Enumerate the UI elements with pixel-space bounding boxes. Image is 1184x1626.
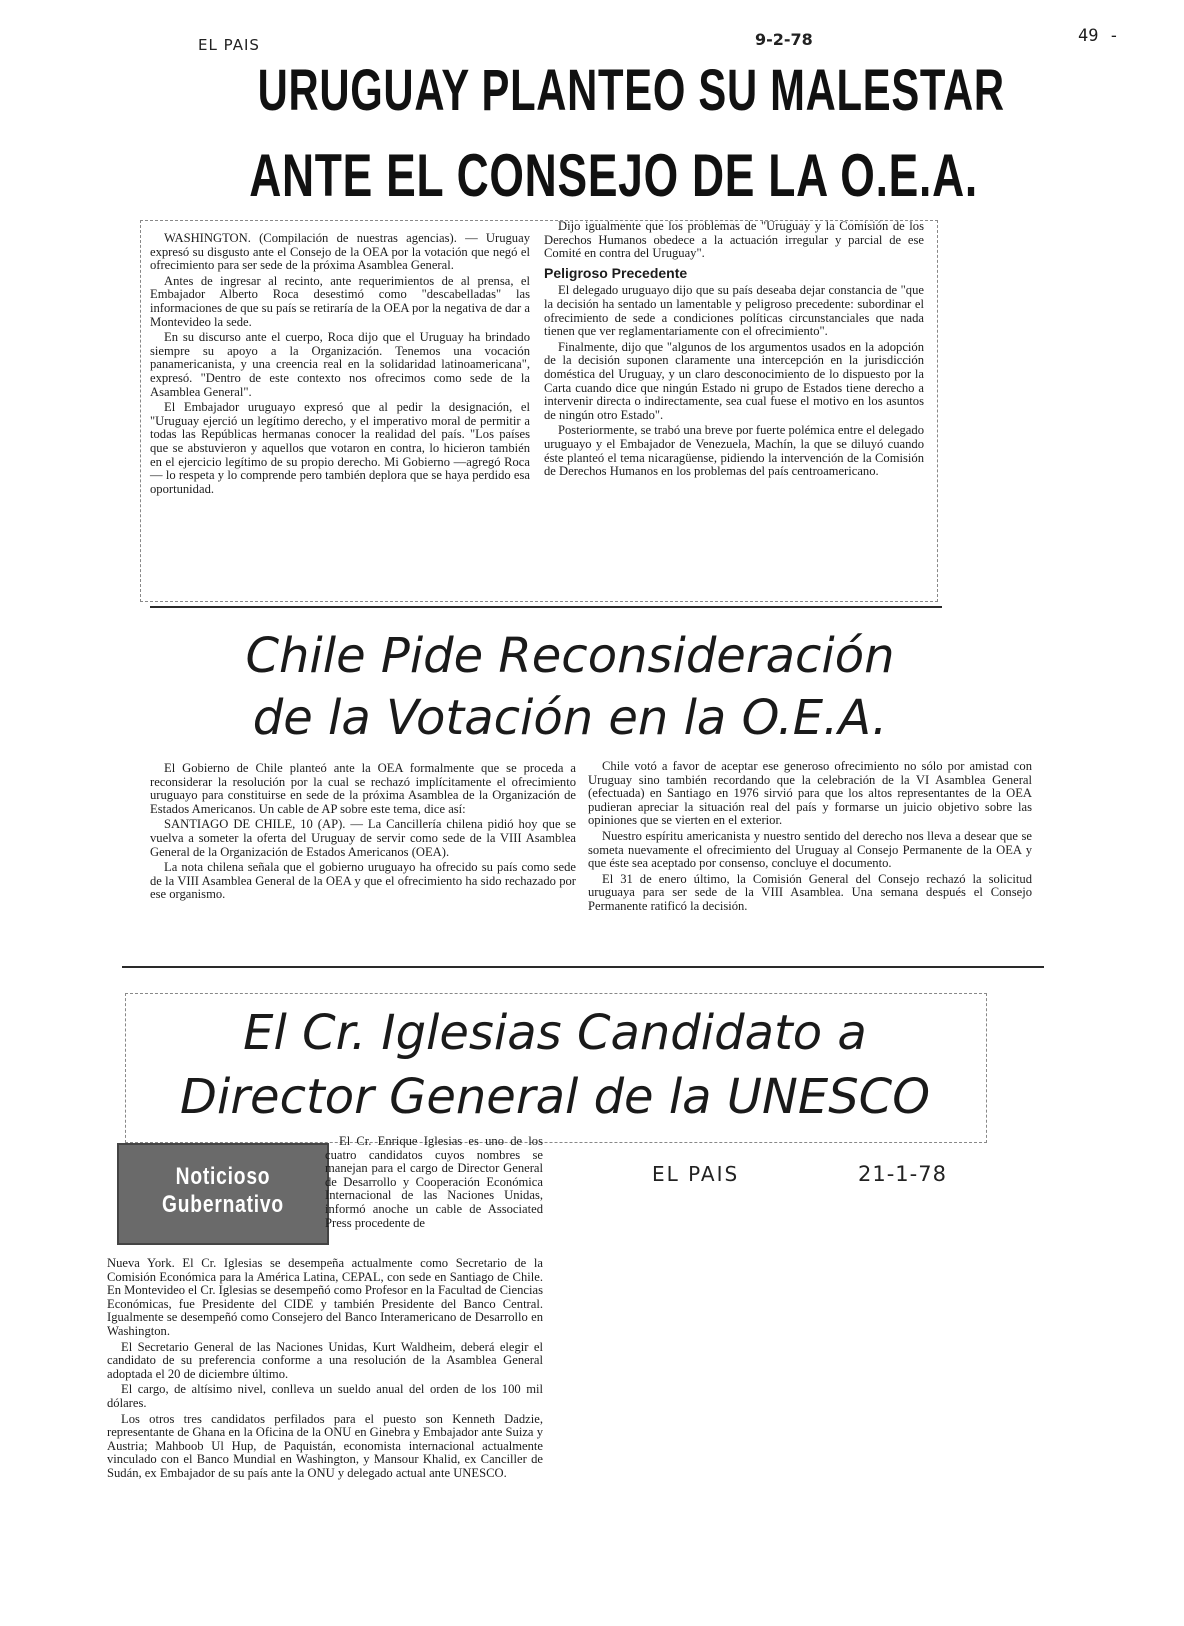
headline-uruguay-line1: URUGUAY PLANTEO SU MALESTAR (257, 58, 1005, 123)
page-number: 49 - (1078, 26, 1119, 46)
headline-chile-line1: Chile Pide Reconsideración (245, 628, 895, 684)
paragraph: El Gobierno de Chile planteó ante la OEA formalmente que se proceda a reconsiderar la resolución por la cual se rechazó implícitamente el ofrecimiento uruguayo para constituirse en sede de la próxima Asamblea de la Organización de Estados Americanos. Un cable de AP sobre este tema, dice así: (150, 761, 576, 816)
paragraph: Posteriormente, se trabó una breve por fuerte polémica entre el delegado uruguayo y el Embajador de Venezuela, Machín, la que se diluyó cuando éste planteó el tema nicaragüense, pidiendo la intervención de la Comisión de Derechos Humanos en los problemas del país centroamericano. (544, 423, 924, 479)
article-chile (140, 615, 1040, 965)
paragraph: El Cr. Enrique Iglesias es uno de los cuatro candidatos cuyos nombres se manejan para el cargo de Director General de Desarrollo y Cooperación Económica Internacional de las Naciones Unidas, informó anoche un cable de Associated Press procedente de (325, 1134, 543, 1230)
article-uruguay (140, 58, 1005, 606)
article-iglesias (105, 975, 1005, 1575)
article-chile-left-column (150, 762, 576, 904)
divider (150, 606, 942, 608)
source-annotation-top: EL PAIS (198, 36, 260, 54)
paragraph: Antes de ingresar al recinto, ante requerimientos de al prensa, el Embajador Alberto Roca desestimó como "descabelladas" las informaciones de que su país se retiraría de la OEA por la negativa de dar a Montevideo la sede. (150, 273, 530, 329)
divider (122, 966, 1044, 968)
article-uruguay-right-column (544, 220, 924, 481)
paragraph: El cargo, de altísimo nivel, conlleva un sueldo anual del orden de los 100 mil dólares. (107, 1382, 543, 1410)
paragraph: Nuestro espíritu americanista y nuestro sentido del derecho nos lleva a desear que se someta nuevamente el ofrecimiento del Uruguay al Consejo Permanente de la OEA y que éste sea aceptado por consenso, concluye el documento. (588, 828, 1032, 871)
subheading-peligroso-precedente: Peligroso Precedente (544, 264, 688, 281)
badge-line1: Noticioso (175, 1163, 271, 1190)
headline-uruguay-line2: ANTE EL CONSEJO DE LA O.E.A. (249, 142, 978, 209)
article-chile-right-column (588, 760, 1032, 916)
headline-iglesias-line1: El Cr. Iglesias Candidato a (243, 1005, 867, 1061)
source-annotation-bottom: EL PAIS (652, 1162, 740, 1186)
paragraph: El delegado uruguayo dijo que su país deseaba dejar constancia de "que la decisión ha sentado un lamentable y peligroso precedente: subordinar el ofrecimiento de sede a condiciones políticas circunstanciales que nada tienen que ver reglamentariamente con el ofrecimiento". (544, 283, 924, 339)
paragraph: Finalmente, dijo que "algunos de los argumentos usados en la adopción de la decisión suponen claramente una intercepción en la jurisdicción doméstica del Uruguay, y un claro desconocimiento de lo dispuesto por la Carta cuando dice que ningún Estado ni grupo de Estados tiene derecho a intervenir directa o indirectamente, sea cual fuese el motivo en los asuntos de ningún otro Estado". (544, 339, 924, 422)
paragraph: El 31 de enero último, la Comisión General del Consejo rechazó la solicitud uruguaya para ser sede de la VIII Asamblea. Una semana después el Consejo Permanente ratificó la decisión. (588, 871, 1032, 913)
paragraph: En su discurso ante el cuerpo, Roca dijo que el Uruguay ha brindado siempre su apoyo a la Organización. Tenemos una vocación panamericanista, y una creencia real en la solidaridad latinoamericana", expresó. "Dentro de este contexto nos ofrecimos como sede de la Asamblea General". (150, 330, 530, 399)
paragraph: WASHINGTON. (Compilación de nuestras agencias). — Uruguay expresó su disgusto ante el Consejo de la OEA por la votación que negó el ofrecimiento para ser sede de la próxima Asamblea General. (150, 231, 530, 273)
paragraph: SANTIAGO DE CHILE, 10 (AP). — La Cancillería chilena pidió hoy que se vuelva a someter la oferta del Uruguay de servir como sede de la VIII Asamblea General de la Organización de Estados Americanos (OEA). (150, 817, 576, 859)
article-iglesias-body (107, 1257, 543, 1483)
date-annotation-bottom: 21-1-78 (858, 1162, 947, 1186)
noticioso-gubernativo-badge (117, 1143, 329, 1245)
paragraph: La nota chilena señala que el gobierno uruguayo ha ofrecido su país como sede de la VIII Asamblea General de la OEA y que el ofrecimiento ha sido rechazado por ese organismo. (150, 860, 576, 902)
headline-chile-line2: de la Votación en la O.E.A. (252, 690, 888, 746)
paragraph: Nueva York. El Cr. Iglesias se desempeña actualmente como Secretario de la Comisión Económica para la América Latina, CEPAL, con sede en Santiago de Chile. En Montevideo el Cr. Iglesias se desempeñó como Profesor en la Facultad de Ciencias Económicas, fue Presidente del CIDE y también Presidente del Banco Central. Igualmente se desempeñó como Consejero del Banco Interamericano de Desarrollo en Washington. (107, 1256, 543, 1338)
paragraph: El Secretario General de las Naciones Unidas, Kurt Waldheim, deberá elegir el candidato de su preferencia conforme a una resolución de la Asamblea General adoptada el 20 de diciembre último. (107, 1339, 543, 1381)
paragraph: Chile votó a favor de aceptar ese generoso ofrecimiento no sólo por amistad con Uruguay sino también recordando que la celebración de la VI Asamblea General (efectuada) en Santiago en 1976 sirvió para que los altos representantes de la OEA pudieran apreciar la situación real del país y formarse un juicio objetivo sobre las opiniones que se vierten en el exterior. (588, 759, 1032, 828)
badge-line2: Gubernativo (162, 1191, 284, 1218)
paragraph: Dijo igualmente que los problemas de "Uruguay y la Comisión de los Derechos Humanos obedece a la actuación irregular y parcial de ese Comité en contra del Uruguay". (544, 219, 924, 261)
paragraph: Los otros tres candidatos perfilados para el puesto son Kenneth Dadzie, representante de Ghana en la Oficina de la ONU en Ginebra y Embajador ante Suiza y Austria; Mahboob Ul Hup, de Paquistán, economista internacional actualmente vinculado con el Banco Mundial en Washington, y Mansour Khalid, ex Canciller de Sudán, ex Embajador de su país ante la ONU y delegado actual ante UNESCO. (107, 1411, 543, 1480)
article-iglesias-side-text (325, 1135, 543, 1232)
paragraph: El Embajador uruguayo expresó que al pedir la designación, el "Uruguay ejerció un legítimo derecho, y el imperativo moral de permitir a todas las Repúblicas hermanas conocer la realidad del país. "Los países que se abstuvieron y aquellos que votaron en contra, lo hicieron también en el ejercicio legítimo de su propio derecho. Mi Gobierno —agregó Roca— lo respeta y lo comprende pero también deplora que se haya perdido esa oportunidad. (150, 400, 530, 496)
article-uruguay-left-column (150, 232, 530, 498)
date-annotation-top: 9-2-78 (755, 30, 813, 49)
headline-iglesias-line2: Director General de la UNESCO (180, 1069, 930, 1125)
